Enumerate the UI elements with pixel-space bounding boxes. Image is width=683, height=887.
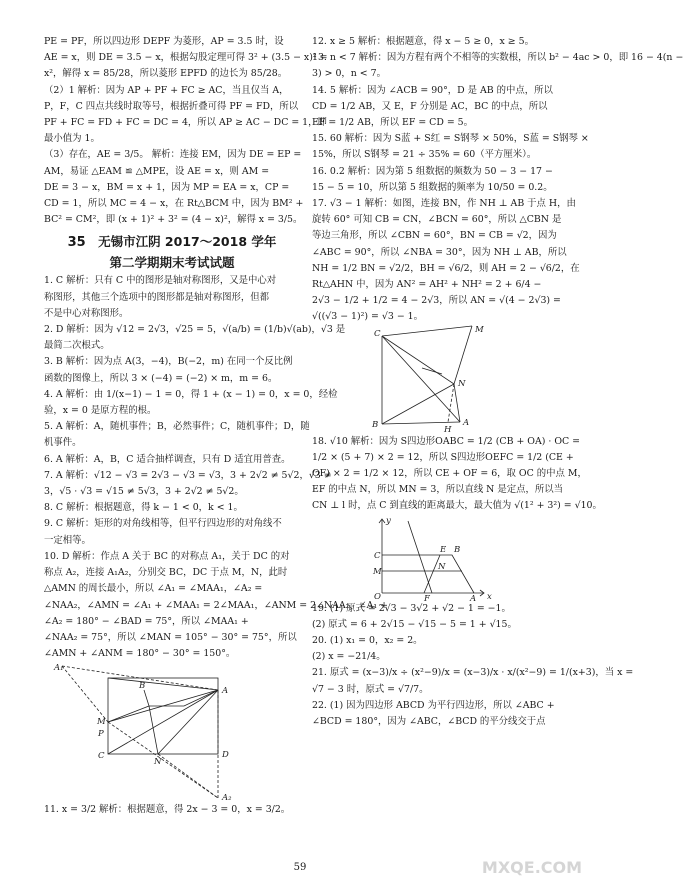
answer-line: (2) 原式 = 6 + 2√15 − √15 − 5 = 1 + √15。 bbox=[312, 618, 517, 630]
answer-line: △AMN 的周长最小，所以 ∠A₁ = ∠MAA₁，∠A₂ = bbox=[44, 583, 263, 595]
solution-line: PE = PF，所以四边形 DEPF 为菱形，AP = 3.5 时，设 bbox=[44, 36, 284, 47]
label-n: N bbox=[458, 378, 466, 389]
answer-list-right-b bbox=[312, 434, 602, 515]
label-b: B bbox=[454, 544, 461, 555]
solution-line: AM，易证 △EAM ≌ △MPE，设 AE = x，则 AM = bbox=[44, 165, 270, 177]
answer-line: 最简二次根式。 bbox=[44, 340, 110, 352]
right-column bbox=[312, 34, 683, 730]
label-a: A bbox=[470, 593, 477, 604]
answer-line: 3) > 0，n < 7。 bbox=[312, 68, 386, 80]
answer-line: EF = 1/2 AB，所以 EF = CD = 5。 bbox=[312, 117, 474, 129]
answer-line: ∠BCD = 180°，因为 ∠ABC，∠BCD 的平分线交于点 bbox=[312, 716, 546, 728]
label-n: N bbox=[438, 561, 446, 572]
answer-line: 20. (1) x₁ = 0，x₂ = 2。 bbox=[312, 635, 423, 647]
label-b: B bbox=[139, 681, 146, 692]
label-a: A bbox=[222, 686, 229, 697]
answer-line: 等边三角形，所以 ∠CBN = 60°，BN = CB = √2，因为 bbox=[312, 230, 557, 242]
figure-q18 bbox=[312, 515, 562, 604]
answer-line: 7. A 解析：√12 − √3 = 2√3 − √3 = √3，3 + 2√2 ≠ 5√2，√3 ≠ bbox=[44, 469, 332, 481]
label-m: M bbox=[475, 324, 484, 335]
answer-line: Rt△AHN 中，因为 AN² = AH² + NH² = 2 + 6/4 − bbox=[312, 279, 542, 291]
answer-line: EF 的中点 N，所以 MN = 3，所以直线 N 是定点，所以当 bbox=[312, 484, 563, 496]
answer-line: 1. C 解析：只有 C 中的图形是轴对称图形，又是中心对 bbox=[44, 275, 277, 287]
answer-line: 10. D 解析：作点 A 关于 BC 的对称点 A₁，关于 DC 的对 bbox=[44, 550, 290, 562]
answer-line: 15 − 5 = 10，所以第 5 组数据的频率为 10/50 = 0.2。 bbox=[312, 181, 553, 193]
solution-line: CD = 1，所以 MC = 4 − x，在 Rt△BCM 中，因为 BM² + bbox=[44, 198, 304, 210]
answer-line: 函数的图像上，所以 3 × (−4) = (−2) × m，m = 6。 bbox=[44, 372, 278, 384]
label-f: F bbox=[424, 593, 430, 604]
answer-line: 21. 原式 = (x−3)/x ÷ (x²−9)/x = (x−3)/x · x/(x²−9) = 1/(x+3)，当 x = bbox=[312, 667, 634, 679]
solution-line: BC² = CM²，即 (x + 1)² + 3² = (4 − x)²，解得 x = 3/5。 bbox=[44, 214, 303, 226]
page-number: 59 bbox=[293, 862, 307, 873]
answer-line: 16. 0.2 解析：因为第 5 组数据的频数为 50 − 3 − 17 − bbox=[312, 165, 553, 177]
answer-line: 2. D 解析：因为 √12 = 2√3，√25 = 5，√(a/b) = (1/b)√(ab)，√3 是 bbox=[44, 324, 346, 336]
label-c: C bbox=[374, 550, 381, 561]
answer-line: ∠NAA₂，∠AMN = ∠A₁ + ∠MAA₁ = 2∠MAA₁，∠ANM = 2∠NAA₂，∠A₁ + bbox=[44, 599, 388, 611]
answer-line: 4. A 解析：由 1/(x−1) − 1 = 0，得 1 + (x − 1) = 0，x = 0，经检 bbox=[44, 388, 338, 400]
section-subtitle: 第二学期期末考试试题 bbox=[109, 255, 235, 271]
answer-line: CN ⊥ l 时，点 C 到直线的距离最大，最大值为 √(1² + 3²) = √10。 bbox=[312, 500, 602, 512]
answer-line: 5. A 解析：A，随机事件；B，必然事件；C，随机事件；D，随 bbox=[44, 421, 310, 433]
label-h: H bbox=[444, 424, 452, 435]
answer-line: 13. n < 7 解析：因为方程有两个不相等的实数根，所以 b² − 4ac > 0，即 16 − 4(n − bbox=[312, 52, 683, 64]
label-c: C bbox=[374, 328, 381, 339]
solution-line: DE = 3 − x，BM = x + 1，因为 MP = EA = x，CP = bbox=[44, 181, 290, 193]
solution-line: AE = x，则 DE = 3.5 − x，根据勾股定理可得 3² + (3.5 − x)² = bbox=[44, 52, 328, 64]
figure-q10 bbox=[44, 662, 300, 802]
answer-line: 一定相等。 bbox=[44, 534, 91, 546]
answer-line: ∠ABC = 90°，所以 ∠NBA = 30°，因为 NH ⊥ AB，所以 bbox=[312, 246, 567, 258]
answer-11: 11. x = 3/2 解析：根据题意，得 2x − 3 = 0，x = 3/2。 bbox=[44, 804, 291, 816]
answer-line: √((√3 − 1)²) = √3 − 1。 bbox=[312, 311, 423, 323]
answer-line: 称点 A₂，连接 A₁A₂，分别交 BC，DC 于点 M，N，此时 bbox=[44, 567, 288, 579]
answer-line: ∠A₂ = 180° − ∠BAD = 75°，所以 ∠MAA₁ + bbox=[44, 615, 249, 627]
label-b: B bbox=[372, 419, 379, 430]
label-x: x bbox=[487, 591, 492, 602]
answer-line: 22. (1) 因为四边形 ABCD 为平行四边形，所以 ∠ABC + bbox=[312, 699, 555, 711]
solution-line: 最小值为 1。 bbox=[44, 133, 100, 145]
label-a2: A₂ bbox=[222, 793, 232, 804]
section-heading bbox=[44, 232, 300, 253]
solution-line: x²，解得 x = 85/28，所以菱形 EPFD 的边长为 85/28。 bbox=[44, 68, 288, 80]
answer-line: ∠NAA₂ = 75°，所以 ∠MAN = 105° − 30° = 75°，所以 bbox=[44, 631, 297, 643]
answer-line: 2√3 − 1/2 + 1/2 = 4 − 2√3，所以 AN = √(4 − 2√3) = bbox=[312, 295, 561, 307]
answer-line: NH = 1/2 BN = √2/2，BH = √6/2，则 AH = 2 − √6/2，在 bbox=[312, 262, 580, 274]
answer-line: 9. C 解析：矩形的对角线相等，但平行四边形的对角线不 bbox=[44, 518, 282, 530]
answer-line: 12. x ≥ 5 解析：根据题意，得 x − 5 ≥ 0，x ≥ 5。 bbox=[312, 36, 534, 47]
solution-line: PF + FC = FD + FC = DC = 4，所以 AP ≥ AC − DC = 1，即 bbox=[44, 117, 327, 129]
answer-line: 15. 60 解析：因为 S蓝 + S红 = S钢琴 × 50%，S蓝 = S钢琴 × bbox=[312, 133, 589, 145]
answer-line: 1/2 × (5 + 7) × 2 = 12，所以 S四边形OEFC = 1/2 (CE + bbox=[312, 451, 574, 463]
answer-line: 17. √3 − 1 解析：如图，连接 BN，作 NH ⊥ AB 于点 H，由 bbox=[312, 198, 576, 210]
solution-block-top bbox=[44, 34, 328, 228]
label-o: O bbox=[374, 591, 381, 602]
answer-line: 14. 5 解析：因为 ∠ACB = 90°，D 是 AB 的中点，所以 bbox=[312, 84, 553, 96]
solution-line: P，F，C 四点共线时取等号，根据折叠可得 PF = FD，所以 bbox=[44, 100, 299, 112]
label-p: P bbox=[98, 729, 104, 740]
label-e: E bbox=[440, 544, 447, 555]
section-number: 35 bbox=[67, 235, 86, 251]
label-c: C bbox=[98, 751, 105, 762]
answer-line: 旋转 60° 可知 CB = CN，∠BCN = 60°，所以 △CBN 是 bbox=[312, 214, 562, 226]
answer-line: 称图形，其他三个选项中的图形都是轴对称图形，但都 bbox=[44, 291, 270, 303]
answer-line: OF) × 2 = 1/2 × 12，所以 CE + OF = 6，取 OC 的中点 M， bbox=[312, 468, 587, 480]
answer-line: 19. (1) 原式 = 2√3 − 3√2 + √2 − 1 = −1。 bbox=[312, 602, 511, 614]
answer-line: 验，x = 0 是原方程的根。 bbox=[44, 405, 157, 417]
solution-line: （2）1 解析：因为 AP + PF + FC ≥ AC，当且仅当 A， bbox=[44, 84, 289, 96]
answer-line: ∠AMN + ∠ANM = 180° − 30° = 150°。 bbox=[44, 648, 236, 660]
answer-list-right-a bbox=[312, 34, 683, 326]
answer-line: 18. √10 解析：因为 S四边形OABC = 1/2 (CB + OA) · OC = bbox=[312, 435, 581, 447]
svg-text:MXQE.COM: MXQE.COM bbox=[481, 858, 583, 877]
label-d: D bbox=[222, 750, 229, 761]
answer-line: 3. B 解析：因为点 A(3，−4)，B(−2，m) 在同一个反比例 bbox=[44, 356, 293, 368]
label-m: M bbox=[373, 566, 382, 577]
label-y: y bbox=[386, 515, 391, 526]
answer-line: 15%，所以 S钢琴 = 21 ÷ 35% = 60（平方厘米）。 bbox=[312, 149, 537, 161]
label-n: N bbox=[154, 757, 162, 768]
answer-line: (2) x = −21/4。 bbox=[312, 651, 386, 663]
answer-line: 不是中心对称图形。 bbox=[44, 307, 129, 319]
label-a: A bbox=[463, 417, 470, 428]
figure-q17 bbox=[312, 326, 562, 434]
section-title-line-1: 无锡市江阴 2017～2018 学年 bbox=[98, 234, 277, 250]
label-a1: A₁ bbox=[54, 663, 64, 674]
label-m: M bbox=[97, 717, 106, 728]
solution-line: （3）存在，AE = 3/5。 解析：连接 EM，因为 DE = EP = bbox=[44, 149, 302, 161]
answer-line: CD = 1/2 AB，又 E，F 分别是 AC，BC 的中点，所以 bbox=[312, 100, 548, 112]
answer-line: 6. A 解析：A，B，C 适合抽样调查，只有 D 适宜用普查。 bbox=[44, 453, 291, 465]
answer-line: √7 − 3 时，原式 = √7/7。 bbox=[312, 683, 429, 695]
answer-line: 8. C 解析：根据题意，得 k − 1 < 0，k < 1。 bbox=[44, 502, 243, 514]
answer-line: 3，√5 · √3 = √15 ≠ 5√3，3 + 2√2 ≠ 5√2。 bbox=[44, 486, 244, 498]
watermark-logo bbox=[472, 833, 592, 883]
answer-line: 机事件。 bbox=[44, 437, 82, 449]
answer-list-right-c bbox=[312, 601, 634, 731]
